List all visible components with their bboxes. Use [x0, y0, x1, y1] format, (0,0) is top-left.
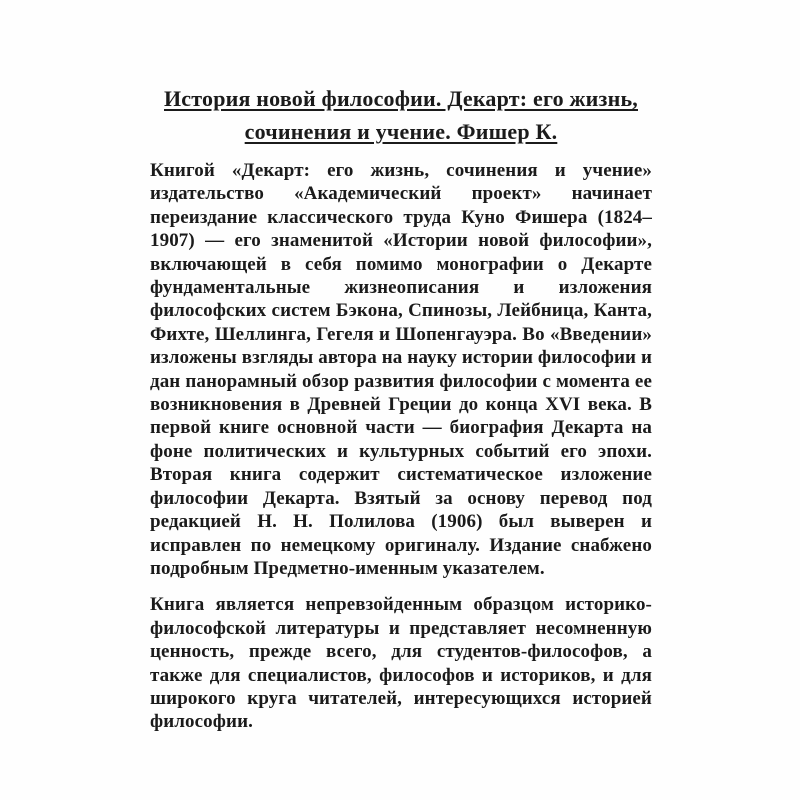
text-block [150, 82, 652, 734]
page-title [150, 82, 652, 148]
page-title-line-2: сочинения и учение. Фишер К. [244, 119, 558, 144]
annotation-paragraph-1: Книгой «Декарт: его жизнь, сочинения и учение» издательство «Академический проект» начинает переиздание классического труда Куно Фишера (1824–1907) — его знаменитой «Истории новой философии», включающей в себя помимо монографии о Декарте фундаментальные жизнеописания и изложения философских систем Бэкона, Спинозы, Лейбница, Канта, Фихте, Шеллинга, Гегеля и Шопенгауэра. Во «Введении» изложены взгляды автора на науку истории философии и дан панорамный обзор развития философии с момента ее возникновения в Древней Греции до конца XVI века. В первой книге основной части — биография Декарта на фоне политических и культурных событий его эпохи. Вторая книга содержит систематическое изложение философии Декарта. Взятый за основу перевод под редакцией Н. Н. Полилова (1906) был выверен и исправлен по немецкому оригиналу. Издание снабжено подробным Предметно-именным указателем. [150, 160, 652, 579]
annotation-paragraph-2: Книга является непревзойденным образцом историко-философской литературы и представляет несомненную ценность, прежде всего, для студентов-философов, а также для специалистов, философов и историков, и для широкого круга читателей, интересующихся историей философии. [150, 594, 652, 733]
page-title-line-1: История новой философии. Декарт: его жизнь, [164, 86, 638, 111]
